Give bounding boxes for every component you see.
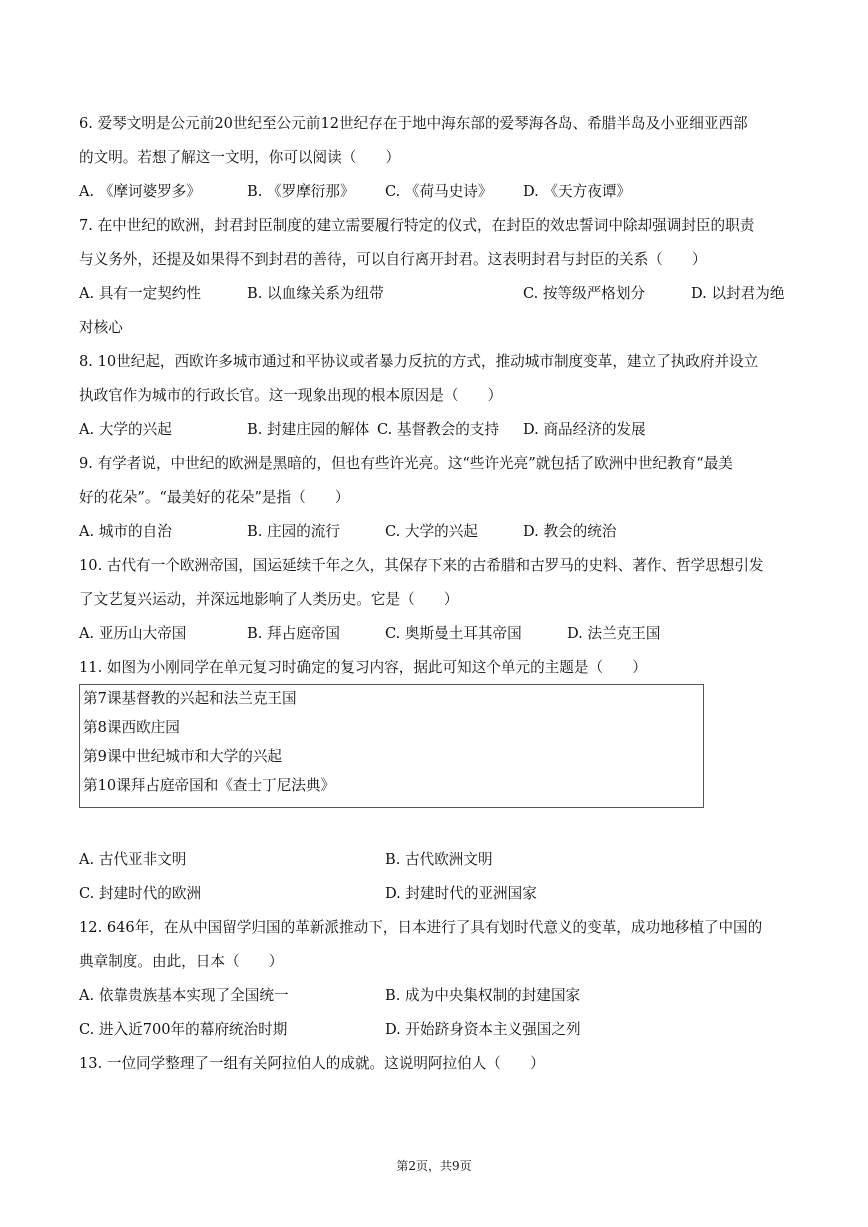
q11-option-a[interactable]: A. 古代亚非文明 [79,851,187,868]
q8-option-c[interactable]: C. 基督教会的支持 [377,421,500,438]
q6-stem-line2: 的文明。若想了解这一文明，你可以阅读（ ） [79,149,401,166]
q7-option-a[interactable]: A. 具有一定契约性 [79,285,201,302]
q10-stem-line1: 10. 古代有一个欧洲帝国，国运延续千年之久，其保存下来的古希腊和古罗马的史料、著作、哲学思想引发 [79,557,764,574]
q11-option-d[interactable]: D. 封建时代的亚洲国家 [385,885,537,902]
q12-option-c[interactable]: C. 进入近700年的幕府统治时期 [79,1021,288,1038]
q7-stem-line1: 7. 在中世纪的欧洲，封君封臣制度的建立需要履行特定的仪式，在封臣的效忠誓词中除却强调封臣的职责 [79,217,755,234]
q9-option-d[interactable]: D. 教会的统治 [523,523,617,540]
q7-stem-line2: 与义务外，还提及如果得不到封君的善待，可以自行离开封君。这表明封君与封臣的关系（ ） [79,251,707,268]
q9-option-a[interactable]: A. 城市的自治 [79,523,172,540]
q6-option-a[interactable]: A. 《摩诃婆罗多》 [79,183,201,200]
q11-option-b[interactable]: B. 古代欧洲文明 [385,851,493,868]
q12-stem-line2: 典章制度。由此，日本（ ） [79,953,284,970]
q7-option-d-continued: 对核心 [79,319,123,336]
q12-option-d[interactable]: D. 开始跻身资本主义强国之列 [385,1021,581,1038]
q9-stem-line2: 好的花朵”。“最美好的花朵”是指（ ） [79,489,350,506]
review-item-lesson-9: 第9课中世纪城市和大学的兴起 [83,748,283,765]
page-number-footer: 第2页，共9页 [396,1159,472,1173]
q7-option-b[interactable]: B. 以血缘关系为纽带 [247,285,384,302]
q10-option-d[interactable]: D. 法兰克王国 [567,625,661,642]
q6-stem-line1: 6. 爱琴文明是公元前20世纪至公元前12世纪存在于地中海东部的爱琴海各岛、希腊半岛及小亚细亚西部 [79,115,748,132]
q12-option-b[interactable]: B. 成为中央集权制的封建国家 [385,987,581,1004]
q7-option-d[interactable]: D. 以封君为绝 [691,285,785,302]
q9-option-c[interactable]: C. 大学的兴起 [385,523,478,540]
review-item-lesson-8: 第8课西欧庄园 [83,719,180,736]
q9-stem-line1: 9. 有学者说，中世纪的欧洲是黑暗的，但也有些许光亮。这“些许光亮”就包括了欧洲中世纪教育“最美 [79,455,733,472]
q6-option-d[interactable]: D. 《天方夜谭》 [523,183,632,200]
q11-option-c[interactable]: C. 封建时代的欧洲 [79,885,202,902]
q8-option-b[interactable]: B. 封建庄园的解体 [247,421,370,438]
q6-option-b[interactable]: B. 《罗摩衍那》 [247,183,355,200]
q11-review-box [79,684,704,808]
q6-option-c[interactable]: C. 《荷马史诗》 [385,183,493,200]
q12-option-a[interactable]: A. 依靠贵族基本实现了全国统一 [79,987,289,1004]
q8-option-d[interactable]: D. 商品经济的发展 [523,421,646,438]
q7-option-c[interactable]: C. 按等级严格划分 [523,285,646,302]
q10-option-b[interactable]: B. 拜占庭帝国 [247,625,340,642]
q10-option-a[interactable]: A. 亚历山大帝国 [79,625,187,642]
q8-stem-line1: 8. 10世纪起，西欧许多城市通过和平协议或者暴力反抗的方式，推动城市制度变革，建立了执政府并设立 [79,353,759,370]
q9-option-b[interactable]: B. 庄园的流行 [247,523,340,540]
review-item-lesson-10: 第10课拜占庭帝国和《查士丁尼法典》 [83,777,336,794]
q8-stem-line2: 执政官作为城市的行政长官。这一现象出现的根本原因是（ ） [79,387,503,404]
q12-stem-line1: 12. 646年，在从中国留学归国的革新派推动下，日本进行了具有划时代意义的变革，成功地移植了中国的 [79,919,763,936]
q8-option-a[interactable]: A. 大学的兴起 [79,421,172,438]
q11-stem-line1: 11. 如图为小刚同学在单元复习时确定的复习内容，据此可知这个单元的主题是（ ） [79,659,647,676]
review-item-lesson-7: 第7课基督教的兴起和法兰克王国 [83,690,297,707]
q13-stem-line1: 13. 一位同学整理了一组有关阿拉伯人的成就。这说明阿拉伯人（ ） [79,1055,545,1072]
q10-option-c[interactable]: C. 奥斯曼土耳其帝国 [385,625,522,642]
q10-stem-line2: 了文艺复兴运动，并深远地影响了人类历史。它是（ ） [79,591,459,608]
